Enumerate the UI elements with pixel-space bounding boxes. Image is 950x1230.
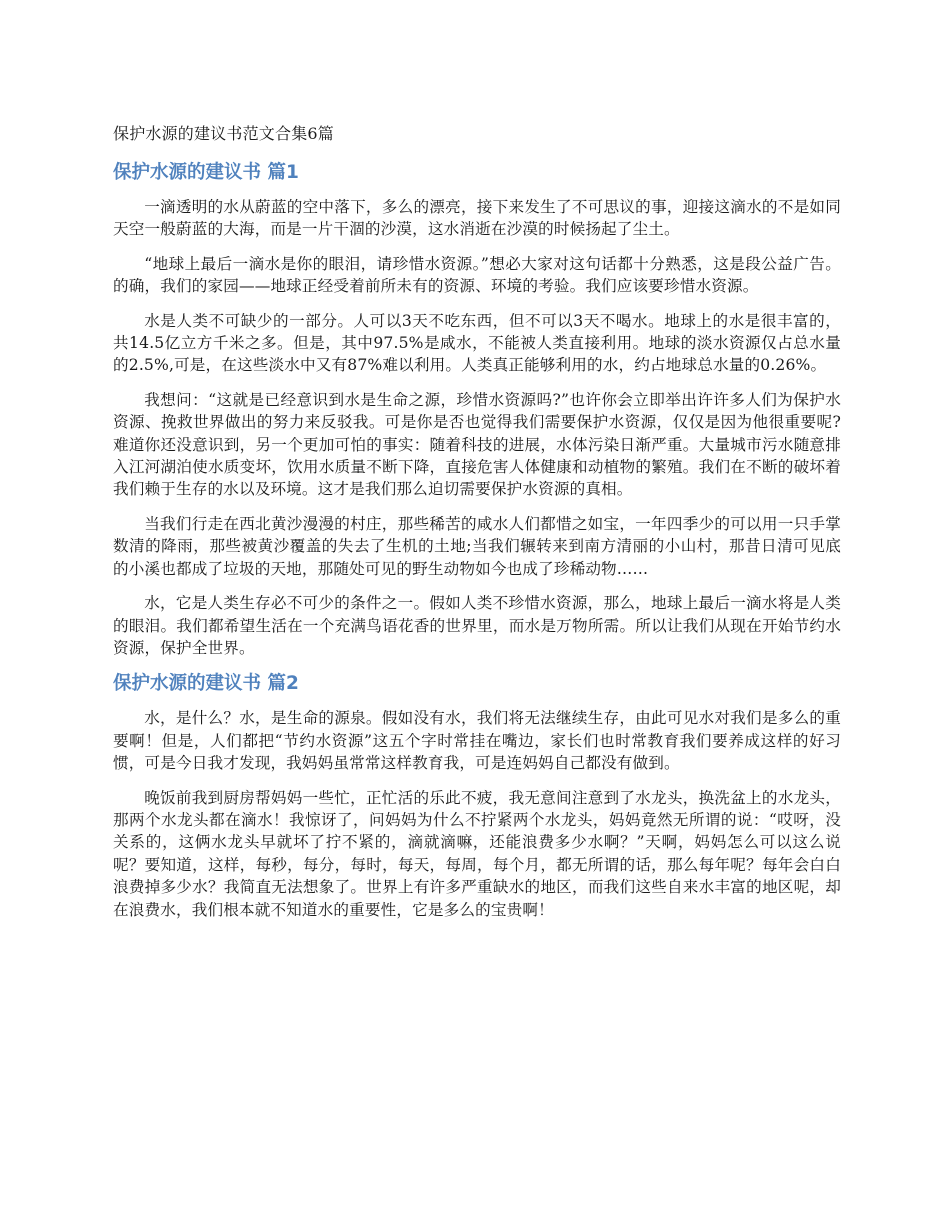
section-2 (113, 671, 841, 921)
paragraph: 当我们行走在西北黄沙漫漫的村庄，那些稀苦的咸水人们都惜之如宝，一年四季少的可以用一只手掌数清的降雨，那些被黄沙覆盖的失去了生机的土地;当我们辗转来到南方清丽的小山村，那昔日清可见底的小溪也都成了垃圾的天地，那随处可见的野生动物如今也成了珍稀动物…… (113, 514, 841, 578)
section-heading: 保护水源的建议书 篇1 (113, 162, 299, 183)
paragraph: 水，是什么？水，是生命的源泉。假如没有水，我们将无法继续生存，由此可见水对我们是多么的重要啊！但是，人们都把“节约水资源”这五个字时常挂在嘴边，家长们也时常教育我们要养成这样的好习惯，可是今日我才发现，我妈妈虽常常这样教育我，可是连妈妈自己都没有做到。 (113, 709, 841, 773)
paragraph: “地球上最后一滴水是你的眼泪，请珍惜水资源。”想必大家对这句话都十分熟悉，这是段公益广告。的确，我们的家园——地球正经受着前所未有的资源、环境的考验。我们应该要珍惜水资源。 (113, 254, 841, 296)
document-page (113, 122, 841, 933)
section-heading: 保护水源的建议书 篇2 (113, 673, 299, 695)
document-title: 保护水源的建议书范文合集6篇 (113, 124, 334, 143)
section-1 (113, 160, 841, 659)
paragraph: 水，它是人类生存必不可少的条件之一。假如人类不珍惜水资源，那么，地球上最后一滴水将是人类的眼泪。我们都希望生活在一个充满鸟语花香的世界里，而水是万物所需。所以让我们从现在开始节约水资源，保护全世界。 (113, 594, 841, 657)
paragraph: 我想问：“这就是已经意识到水是生命之源，珍惜水资源吗?”也许你会立即举出许许多人们为保护水资源、挽救世界做出的努力来反驳我。可是你是否也觉得我们需要保护水资源，仅仅是因为他很重要呢?难道你还没意识到，另一个更加可怕的事实：随着科技的进展，水体污染日渐严重。大量城市污水随意排入江河湖泊使水质变坏，饮用水质量不断下降，直接危害人体健康和动植物的繁殖。我们在不断的破坏着我们赖于生存的水以及环境。这才是我们那么迫切需要保护水资源的真相。 (113, 390, 841, 499)
paragraph: 一滴透明的水从蔚蓝的空中落下，多么的漂亮，接下来发生了不可思议的事，迎接这滴水的不是如同天空一般蔚蓝的大海，而是一片干涸的沙漠，这水消逝在沙漠的时候扬起了尘土。 (113, 198, 841, 239)
paragraph: 晚饭前我到厨房帮妈妈一些忙，正忙活的乐此不疲，我无意间注意到了水龙头，换洗盆上的水龙头，那两个水龙头都在滴水！我惊讶了，问妈妈为什么不拧紧两个水龙头，妈妈竟然无所谓的说：“哎呀，没关系的，这俩水龙头早就坏了拧不紧的，滴就滴嘛，还能浪费多少水啊？”天啊，妈妈怎么可以这么说呢？要知道，这样，每秒，每分，每时，每天，每周，每个月，都无所谓的话，那么每年呢？每年会白白浪费掉多少水？我简直无法想象了。世界上有许多严重缺水的地区，而我们这些自来水丰富的地区呢，却在浪费水，我们根本就不知道水的重要性，它是多么的宝贵啊！ (113, 788, 841, 919)
paragraph: 水是人类不可缺少的一部分。人可以3天不吃东西，但不可以3天不喝水。地球上的水是很丰富的，共14.5亿立方千米之多。但是，其中97.5%是咸水，不能被人类直接利用。地球的淡水资源仅占总水量的2.5%,可是，在这些淡水中又有87%难以利用。人类真正能够利用的水，约占地球总水量的0.26%。 (113, 311, 841, 375)
